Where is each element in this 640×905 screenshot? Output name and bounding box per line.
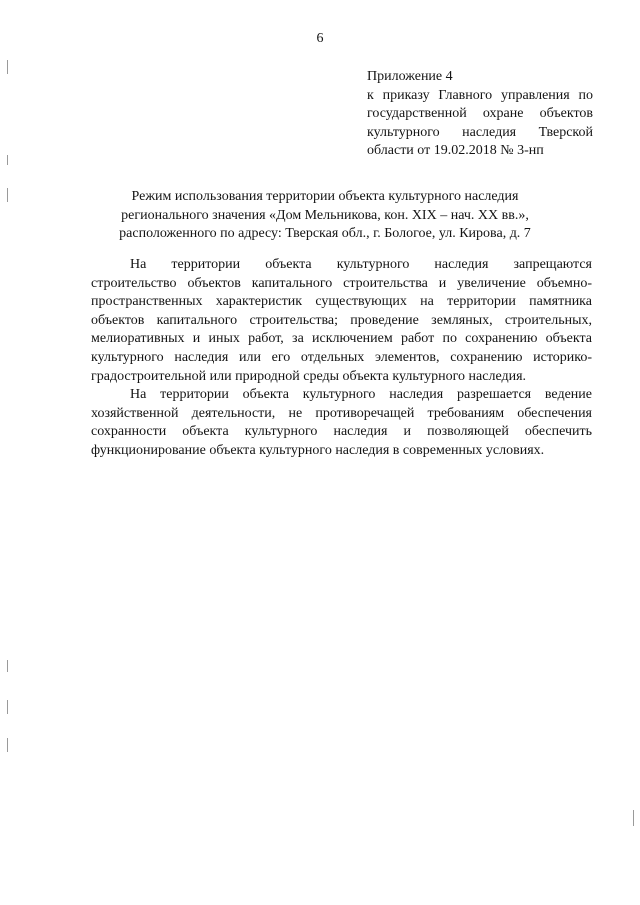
scan-artifact	[7, 660, 8, 672]
paragraph-line: На территории объекта культурного наследия разрешается ведение	[130, 387, 592, 403]
scan-artifact	[7, 60, 8, 74]
paragraph-line: пространственных характеристик существующих на территории памятника	[91, 294, 592, 310]
scan-artifact	[7, 155, 8, 165]
appendix-line: Приложение 4	[367, 69, 453, 84]
document-title	[110, 188, 540, 244]
scan-artifact	[633, 810, 634, 826]
appendix-line: культурного наследия Тверской	[367, 124, 593, 140]
paragraph-line: функционирование объекта культурного наследия в современных условиях.	[91, 442, 545, 458]
appendix-line: к приказу Главного управления по	[367, 87, 593, 103]
page-number: 6	[316, 31, 324, 46]
title-line: Режим использования территории объекта культурного наследия	[131, 189, 519, 204]
paragraph-line: сохранности объекта культурного наследия и позволяющей обеспечить	[91, 424, 592, 440]
paragraph-line: объектов капитального строительства; проведение земляных, строительных,	[91, 312, 592, 328]
paragraph-prohibitions	[91, 256, 592, 386]
paragraph-line: хозяйственной деятельности, не противоречащей требованиям обеспечения	[91, 405, 592, 421]
title-line: регионального значения «Дом Мельникова, кон. XIX – нач. XX вв.»,	[121, 207, 529, 223]
appendix-line: области от 19.02.2018 № 3-нп	[367, 143, 544, 158]
scan-artifact	[7, 700, 8, 714]
document-body	[91, 256, 592, 461]
paragraph-permissions	[91, 386, 592, 460]
paragraph-line: культурного наследия или его отдельных элементов, сохранению историко-	[91, 349, 592, 365]
appendix-header	[367, 68, 593, 161]
title-line: расположенного по адресу: Тверская обл., г. Бологое, ул. Кирова, д. 7	[119, 226, 531, 241]
paragraph-line: На территории объекта культурного наследия запрещаются	[130, 257, 592, 272]
paragraph-line: градостроительной или природной среды объекта культурного наследия.	[91, 368, 527, 384]
paragraph-line: строительство объектов капитального строительства и увеличение объемно-	[91, 275, 592, 291]
paragraph-line: мелиоративных и иных работ, за исключением работ по сохранению объекта	[91, 331, 592, 347]
scan-artifact	[7, 738, 8, 752]
scan-artifact	[7, 188, 8, 202]
appendix-line: государственной охране объектов	[367, 106, 593, 121]
